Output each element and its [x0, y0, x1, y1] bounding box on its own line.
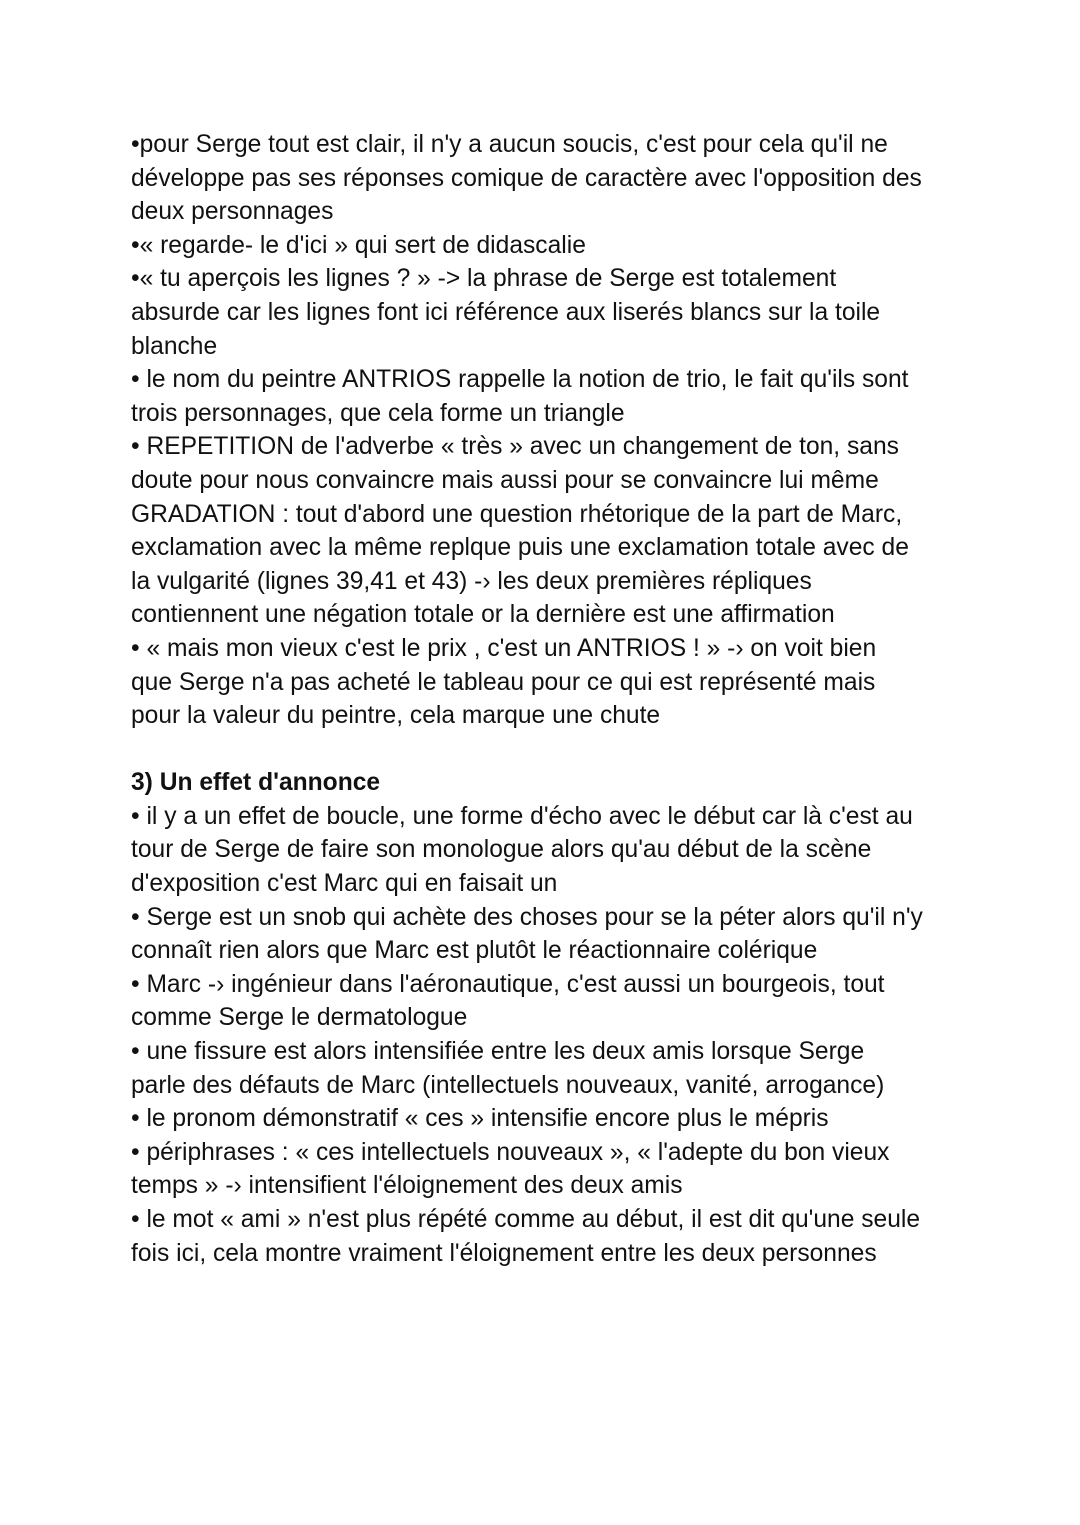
text-line: • le pronom démonstratif « ces » intensifie encore plus le mépris: [131, 1105, 829, 1133]
text-line: • Serge est un snob qui achète des choses pour se la péter alors qu'il n'y: [131, 903, 923, 931]
text-line: •« regarde- le d'ici » qui sert de didascalie: [131, 231, 586, 259]
text-line: comme Serge le dermatologue: [131, 1004, 468, 1032]
text-line: connaît rien alors que Marc est plutôt le réactionnaire colérique: [131, 937, 818, 965]
text-line: pour la valeur du peintre, cela marque une chute: [131, 702, 661, 730]
text-line: trois personnages, que cela forme un triangle: [131, 399, 625, 427]
analysis-notes-block: [131, 128, 961, 733]
text-line: • le mot « ami » n'est plus répété comme au début, il est dit qu'une seule: [131, 1206, 921, 1233]
text-line: que Serge n'a pas acheté le tableau pour ce qui est représenté mais: [131, 668, 876, 696]
text-line: temps » -› intensifient l'éloignement des deux amis: [131, 1172, 683, 1200]
text-line: •« tu aperçois les lignes ? » -> la phrase de Serge est totalement: [131, 265, 837, 293]
text-line: absurde car les lignes font ici référence aux liserés blancs sur la toile: [131, 298, 881, 326]
text-line: contiennent une négation totale or la dernière est une affirmation: [131, 601, 835, 629]
text-line: exclamation avec la même replque puis une exclamation totale avec de: [131, 534, 909, 562]
text-line: • le nom du peintre ANTRIOS rappelle la notion de trio, le fait qu'ils sont: [131, 366, 909, 394]
section-heading: 3) Un effet d'annonce: [131, 769, 381, 797]
text-line: d'exposition c'est Marc qui en faisait un: [131, 870, 558, 898]
text-line: •pour Serge tout est clair, il n'y a aucun soucis, c'est pour cela qu'il ne: [131, 131, 888, 158]
text-line: • « mais mon vieux c'est le prix , c'est un ANTRIOS ! » -› on voit bien: [131, 634, 877, 662]
text-line: deux personnages: [131, 198, 334, 226]
text-line: parle des défauts de Marc (intellectuels nouveaux, vanité, arrogance): [131, 1071, 885, 1099]
text-line: tour de Serge de faire son monologue alors qu'au début de la scène: [131, 836, 872, 864]
text-line: • il y a un effet de boucle, une forme d'écho avec le début car là c'est au: [131, 802, 913, 830]
text-line: • une fissure est alors intensifiée entre les deux amis lorsque Serge: [131, 1038, 865, 1066]
text-line: blanche: [131, 332, 218, 360]
text-line: doute pour nous convaincre mais aussi pour se convaincre lui même: [131, 466, 879, 494]
text-line: • périphrases : « ces intellectuels nouveaux », « l'adepte du bon vieux: [131, 1138, 890, 1166]
document-page: [131, 128, 961, 1270]
text-line: développe pas ses réponses comique de caractère avec l'opposition des: [131, 164, 922, 192]
paragraph-gap: [131, 733, 961, 767]
text-line: fois ici, cela montre vraiment l'éloignement entre les deux personnes: [131, 1239, 877, 1267]
text-line: la vulgarité (lignes 39,41 et 43) -› les deux premières répliques: [131, 567, 812, 595]
text-line: GRADATION : tout d'abord une question rhétorique de la part de Marc,: [131, 500, 903, 528]
text-line: • Marc -› ingénieur dans l'aéronautique, c'est aussi un bourgeois, tout: [131, 970, 885, 998]
section-3-block: [131, 766, 961, 1270]
text-line: • REPETITION de l'adverbe « très » avec un changement de ton, sans: [131, 433, 899, 461]
